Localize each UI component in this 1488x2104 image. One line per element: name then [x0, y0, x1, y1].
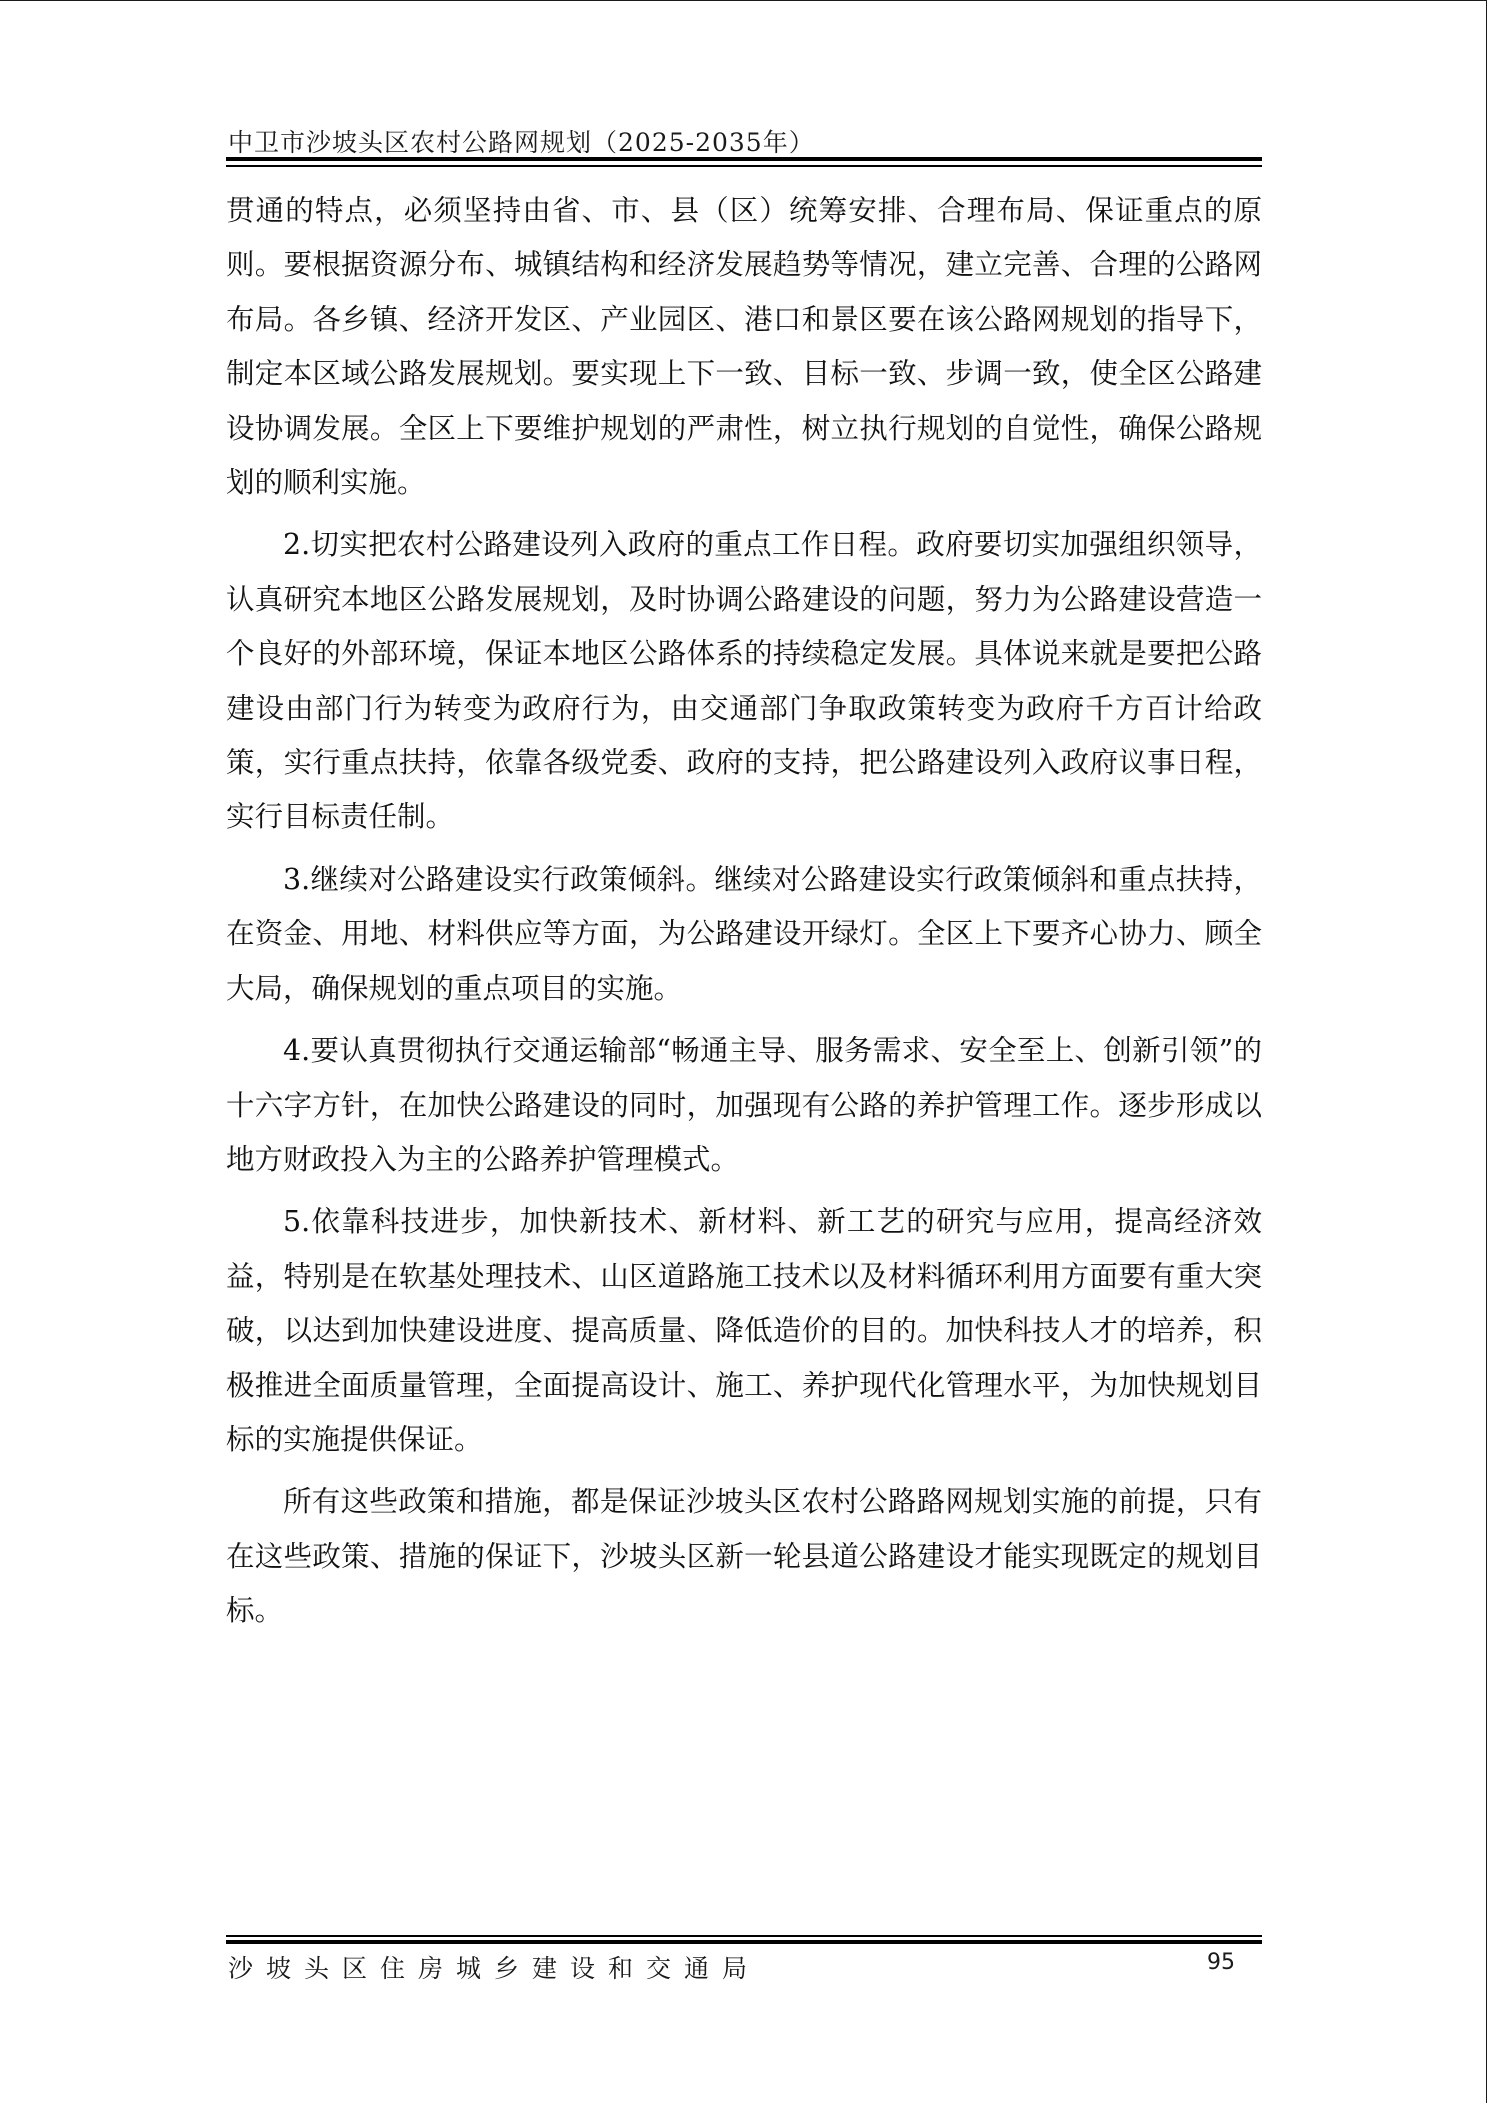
footer-organization: 沙坡头区住房城乡建设和交通局 [228, 1954, 761, 1983]
page-number: 95 [1207, 1950, 1235, 1975]
document-body [226, 184, 1262, 1639]
footer-rule-thin [226, 1935, 1262, 1937]
header-rule-thin [226, 165, 1262, 167]
paragraph-item-3: 3.继续对公路建设实行政策倾斜。继续对公路建设实行政策倾斜和重点扶持，在资金、用地、材料供应等方面，为公路建设开绿灯。全区上下要齐心协力、顾全大局，确保规划的重点项目的实施。 [226, 862, 1262, 1005]
paragraph-conclusion: 所有这些政策和措施，都是保证沙坡头区农村公路路网规划实施的前提，只有在这些政策、措施的保证下，沙坡头区新一轮县道公路建设才能实现既定的规划目标。 [226, 1485, 1262, 1628]
footer-rule-thick [226, 1940, 1262, 1944]
paragraph-item-5: 5.依靠科技进步，加快新技术、新材料、新工艺的研究与应用，提高经济效益，特别是在软基处理技术、山区道路施工技术以及材料循环利用方面要有重大突破，以达到加快建设进度、提高质量、降低造价的目的。加快科技人才的培养，积极推进全面质量管理，全面提高设计、施工、养护现代化管理水平，为加快规划目标的实施提供保证。 [226, 1205, 1262, 1456]
paragraph-item-4: 4.要认真贯彻执行交通运输部“畅通主导、服务需求、安全至上、创新引领”的十六字方针，在加快公路建设的同时，加强现有公路的养护管理工作。逐步形成以地方财政投入为主的公路养护管理模式。 [226, 1034, 1262, 1176]
paragraph-item-2: 2.切实把农村公路建设列入政府的重点工作日程。政府要切实加强组织领导，认真研究本地区公路发展规划，及时协调公路建设的问题，努力为公路建设营造一个良好的外部环境，保证本地区公路体系的持续稳定发展。具体说来就是要把公路建设由部门行为转变为政府行为，由交通部门争取政策转变为政府千方百计给政策，实行重点扶持，依靠各级党委、政府的支持，把公路建设列入政府议事日程，实行目标责任制。 [226, 528, 1262, 834]
running-header-title: 中卫市沙坡头区农村公路网规划（2025-2035年） [228, 128, 815, 157]
header-rule-thick [226, 157, 1262, 161]
paragraph-continued: 贯通的特点，必须坚持由省、市、县（区）统筹安排、合理布局、保证重点的原则。要根据资源分布、城镇结构和经济发展趋势等情况，建立完善、合理的公路网布局。各乡镇、经济开发区、产业园区、港口和景区要在该公路网规划的指导下，制定本区域公路发展规划。要实现上下一致、目标一致、步调一致，使全区公路建设协调发展。全区上下要维护规划的严肃性，树立执行规划的自觉性，确保公路规划的顺利实施。 [226, 194, 1262, 500]
